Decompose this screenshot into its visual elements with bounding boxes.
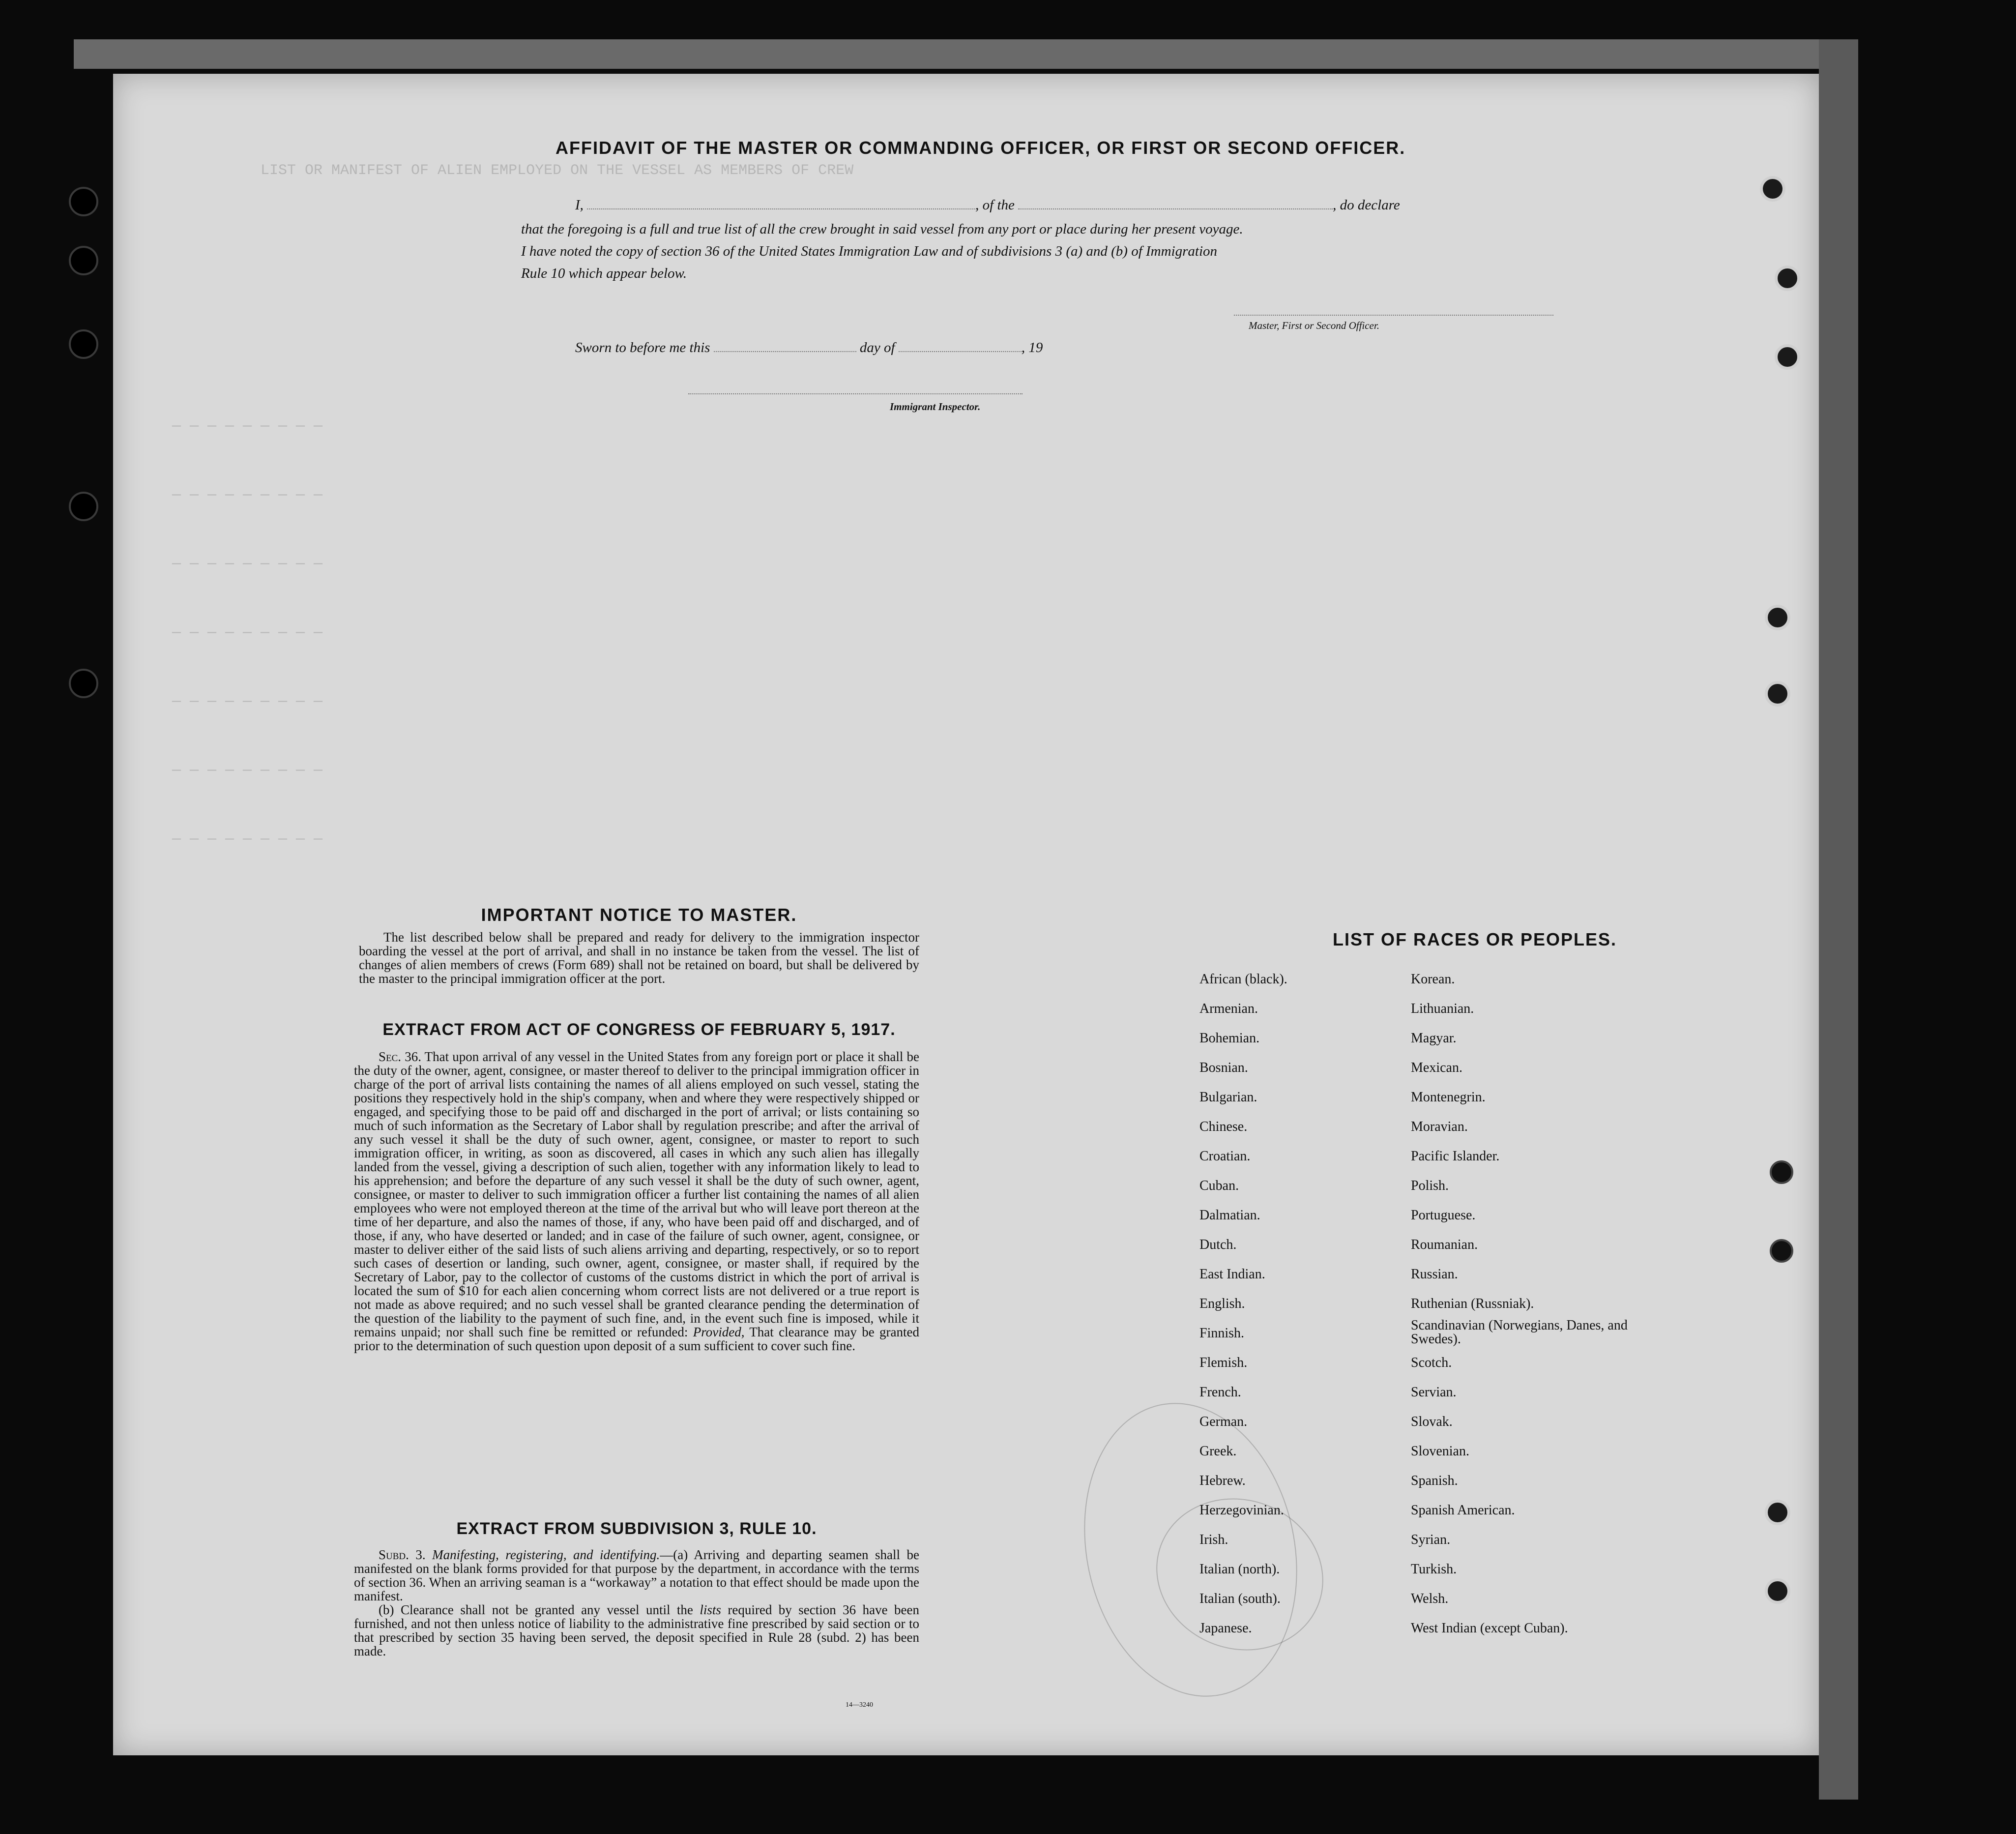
- race-item: East Indian.: [1199, 1267, 1265, 1282]
- right-punch-hole: [1770, 1239, 1793, 1263]
- rule-para-b-lists: lists: [700, 1602, 721, 1617]
- bleed-through-text: — — — — — — — — —: [172, 624, 323, 641]
- sworn-line: [575, 339, 1043, 356]
- extract-act-title: EXTRACT FROM ACT OF CONGRESS OF FEBRUARY 5, 1917.: [382, 1020, 896, 1039]
- stacked-page-edge: [74, 39, 1824, 69]
- race-item: Servian.: [1411, 1385, 1457, 1400]
- race-item: Bosnian.: [1199, 1060, 1248, 1075]
- race-item: Spanish.: [1411, 1473, 1458, 1488]
- race-item: Scandinavian (Norwegians, Danes, and Swedes).: [1411, 1318, 1628, 1347]
- month-blank: [899, 339, 1022, 352]
- race-item: English.: [1199, 1296, 1245, 1311]
- race-item: Dutch.: [1199, 1237, 1237, 1252]
- race-item: Cuban.: [1199, 1178, 1239, 1193]
- race-item: Turkish.: [1411, 1562, 1457, 1577]
- race-item: Armenian.: [1199, 1001, 1258, 1016]
- race-item: Syrian.: [1411, 1532, 1451, 1547]
- year-label: , 19: [1021, 340, 1043, 355]
- extract-rule-title: EXTRACT FROM SUBDIVISION 3, RULE 10.: [456, 1519, 817, 1538]
- race-item: Pacific Islander.: [1411, 1149, 1500, 1164]
- left-binding-hole: [69, 492, 98, 521]
- master-signature-line: [1234, 315, 1553, 316]
- day-blank: [714, 339, 856, 352]
- of-the-label: , of the: [975, 197, 1015, 213]
- race-item: Irish.: [1199, 1532, 1228, 1547]
- left-binding-hole: [69, 669, 98, 698]
- bleed-through-text: — — — — — — — — —: [172, 418, 323, 435]
- rule-paragraph-b: [354, 1603, 919, 1658]
- extract-act-text: [354, 1050, 919, 1353]
- form-number: 14—3240: [846, 1701, 873, 1709]
- race-item: Portuguese.: [1411, 1208, 1476, 1223]
- i-label: I,: [575, 197, 584, 213]
- race-item: Italian (south).: [1199, 1591, 1281, 1606]
- bleed-through-text: LIST OR MANIFEST OF ALIEN EMPLOYED ON THE VESSEL AS MEMBERS OF CREW: [261, 162, 854, 179]
- race-item: Italian (north).: [1199, 1562, 1280, 1577]
- race-item: Croatian.: [1199, 1149, 1251, 1164]
- master-label: Master, First or Second Officer.: [1249, 320, 1379, 331]
- right-punch-hole: [1765, 681, 1790, 707]
- race-item: African (black).: [1199, 972, 1287, 987]
- right-punch-hole: [1775, 266, 1800, 291]
- vessel-blank: [1018, 197, 1333, 209]
- subd-label: Subd. 3.: [379, 1547, 426, 1562]
- inspector-signature-line: [688, 393, 1023, 394]
- race-item: Japanese.: [1199, 1621, 1252, 1636]
- left-binding-hole: [69, 246, 98, 275]
- race-item: Mexican.: [1411, 1060, 1462, 1075]
- affidavit-line-4: Rule 10 which appear below.: [521, 266, 687, 281]
- race-item: Herzegovinian.: [1199, 1503, 1284, 1518]
- provided-label: Provided,: [693, 1325, 745, 1339]
- race-item: Dalmatian.: [1199, 1208, 1260, 1223]
- race-item: Hebrew.: [1199, 1473, 1246, 1488]
- right-punch-hole: [1765, 1500, 1790, 1525]
- extract-rule-text: [354, 1548, 919, 1658]
- right-punch-hole: [1775, 344, 1800, 370]
- section-body-end: That clearance may be granted prior to the determination of such question upon deposit of a sum sufficient to cover such fine.: [354, 1325, 919, 1353]
- name-blank: [587, 197, 975, 209]
- races-title: LIST OF RACES OR PEOPLES.: [1332, 929, 1617, 949]
- left-binding-hole: [69, 329, 98, 359]
- rule-para-a-text: —(a) Arriving and departing seamen shall be manifested on the blank forms provided for that purpose by the department, in accordance with the terms of section 36. When an arriving seaman is a “workaway” a notation to that effect should be made upon the manifest.: [354, 1547, 919, 1603]
- right-punch-hole: [1765, 1578, 1790, 1604]
- race-item: Roumanian.: [1411, 1237, 1478, 1252]
- subd-title: Manifesting, registering, and identifying.: [432, 1547, 660, 1562]
- right-punch-hole: [1770, 1160, 1793, 1184]
- right-punch-hole: [1765, 605, 1790, 630]
- left-binding-hole: [69, 187, 98, 216]
- race-item: Moravian.: [1411, 1119, 1468, 1134]
- right-punch-hole: [1760, 176, 1785, 202]
- bleed-through-text: — — — — — — — — —: [172, 762, 323, 779]
- affidavit-declaration-line: [575, 197, 1400, 213]
- race-item: Polish.: [1411, 1178, 1449, 1193]
- affidavit-title: AFFIDAVIT OF THE MASTER OR COMMANDING OFFICER, OR FIRST OR SECOND OFFICER.: [555, 138, 1406, 158]
- race-item: Slovenian.: [1411, 1444, 1469, 1459]
- rule-para-b-start: (b) Clearance shall not be granted any vessel until the: [379, 1602, 693, 1617]
- day-of-label: day of: [859, 340, 895, 355]
- race-item: Bohemian.: [1199, 1031, 1260, 1046]
- do-declare-label: , do declare: [1333, 197, 1400, 213]
- race-item: Russian.: [1411, 1267, 1458, 1282]
- race-item: German.: [1199, 1414, 1248, 1429]
- race-item: Spanish American.: [1411, 1503, 1515, 1518]
- sworn-label: Sworn to before me this: [575, 340, 710, 355]
- race-item: Bulgarian.: [1199, 1090, 1257, 1105]
- rule-para-b-end: required by section 36 have been furnished, and not then unless notice of liability to the administrative fine prescribed by said section or to that prescribed by section 35 having been served, the deposit specified in Rule 28 (subd. 2) has been made.: [354, 1602, 920, 1658]
- section-body: That upon arrival of any vessel in the United States from any foreign port or place it shall be the duty of the owner, agent, consignee, or master thereof to deliver to the principal immigration officer in charge of the port of arrival lists containing the names of all aliens employed on such vessel, stating the positions they respectively hold in the ship's company, when and where they were respectively shipped or engaged, and specifying those to be paid off and discharged in the port of arrival; or lists containing so much of such information as the Secretary of Labor shall by regulation prescribe; and after the arrival of any such vessel it shall be the duty of such owner, agent, consignee, or master to report to such immigration officer, in writing, as soon as discovered, all cases in which any such alien has illegally landed from the vessel, giving a description of such alien, together with any information likely to lead to his apprehension; and before the departure of any such vessel it shall be the duty of such owner, agent, consignee, or master to deliver to such immigration officer a further list containing the names of all alien employees who were not employed thereon at the time of the arrival but who will leave port thereon at the time of her departure, and also the names of those, if any, who have been paid off and discharged, and of those, if any, who have deserted or landed; and in case of the failure of such owner, agent, consignee, or master to deliver either of the said lists of such aliens arriving and departing, respectively, or so to report such cases of desertion or landing, such owner, agent, consignee, or master shall, if required by the Secretary of Labor, pay to the collector of customs of the customs district in which the port of arrival is located the sum of $10 for each alien concerning whom correct lists are not delivered or a true report is not made as above required; and no such vessel shall be granted clearance pending the determination of the question of the liability to the payment of such fine, and, in the event such fine is imposed, while it remains unpaid; nor shall such fine be remitted or refunded:: [354, 1049, 919, 1339]
- bleed-through-text: — — — — — — — — —: [172, 693, 323, 710]
- rule-paragraph-a: [354, 1548, 919, 1603]
- race-item: Montenegrin.: [1411, 1090, 1486, 1105]
- race-item: Lithuanian.: [1411, 1001, 1474, 1016]
- race-item: Magyar.: [1411, 1031, 1457, 1046]
- notice-text: The list described below shall be prepared and ready for delivery to the immigration inspector boarding the vessel at the port of arrival, and shall in no instance be taken from the vessel. The list of changes of alien members of crews (Form 689) shall not be retained on board, but shall be delivered by the master to the principal immigration officer at the port.: [359, 930, 919, 986]
- race-item: West Indian (except Cuban).: [1411, 1621, 1568, 1636]
- race-item: Scotch.: [1411, 1355, 1452, 1370]
- section-label: Sec. 36.: [379, 1049, 421, 1064]
- document-page: [113, 74, 1819, 1755]
- races-right-column: [1411, 965, 1657, 1643]
- notice-title: IMPORTANT NOTICE TO MASTER.: [481, 905, 797, 925]
- race-item: French.: [1199, 1385, 1241, 1400]
- race-item: Korean.: [1411, 972, 1455, 987]
- stacked-page-edge: [1819, 39, 1858, 1800]
- affidavit-line-2: that the foregoing is a full and true list of all the crew brought in said vessel from any port or place during her present voyage.: [521, 221, 1243, 237]
- bleed-through-text: — — — — — — — — —: [172, 831, 323, 848]
- race-item: Ruthenian (Russniak).: [1411, 1296, 1534, 1311]
- race-item: Greek.: [1199, 1444, 1237, 1459]
- affidavit-line-3: I have noted the copy of section 36 of the United States Immigration Law and of subdivisions 3 (a) and (b) of Immigration: [521, 243, 1218, 259]
- race-item: Welsh.: [1411, 1591, 1449, 1606]
- race-item: Slovak.: [1411, 1414, 1453, 1429]
- inspector-label: Immigrant Inspector.: [890, 401, 981, 413]
- race-item: Finnish.: [1199, 1326, 1245, 1341]
- bleed-through-text: — — — — — — — — —: [172, 556, 323, 572]
- race-item: Chinese.: [1199, 1119, 1248, 1134]
- race-item: Flemish.: [1199, 1355, 1248, 1370]
- bleed-through-text: — — — — — — — — —: [172, 487, 323, 503]
